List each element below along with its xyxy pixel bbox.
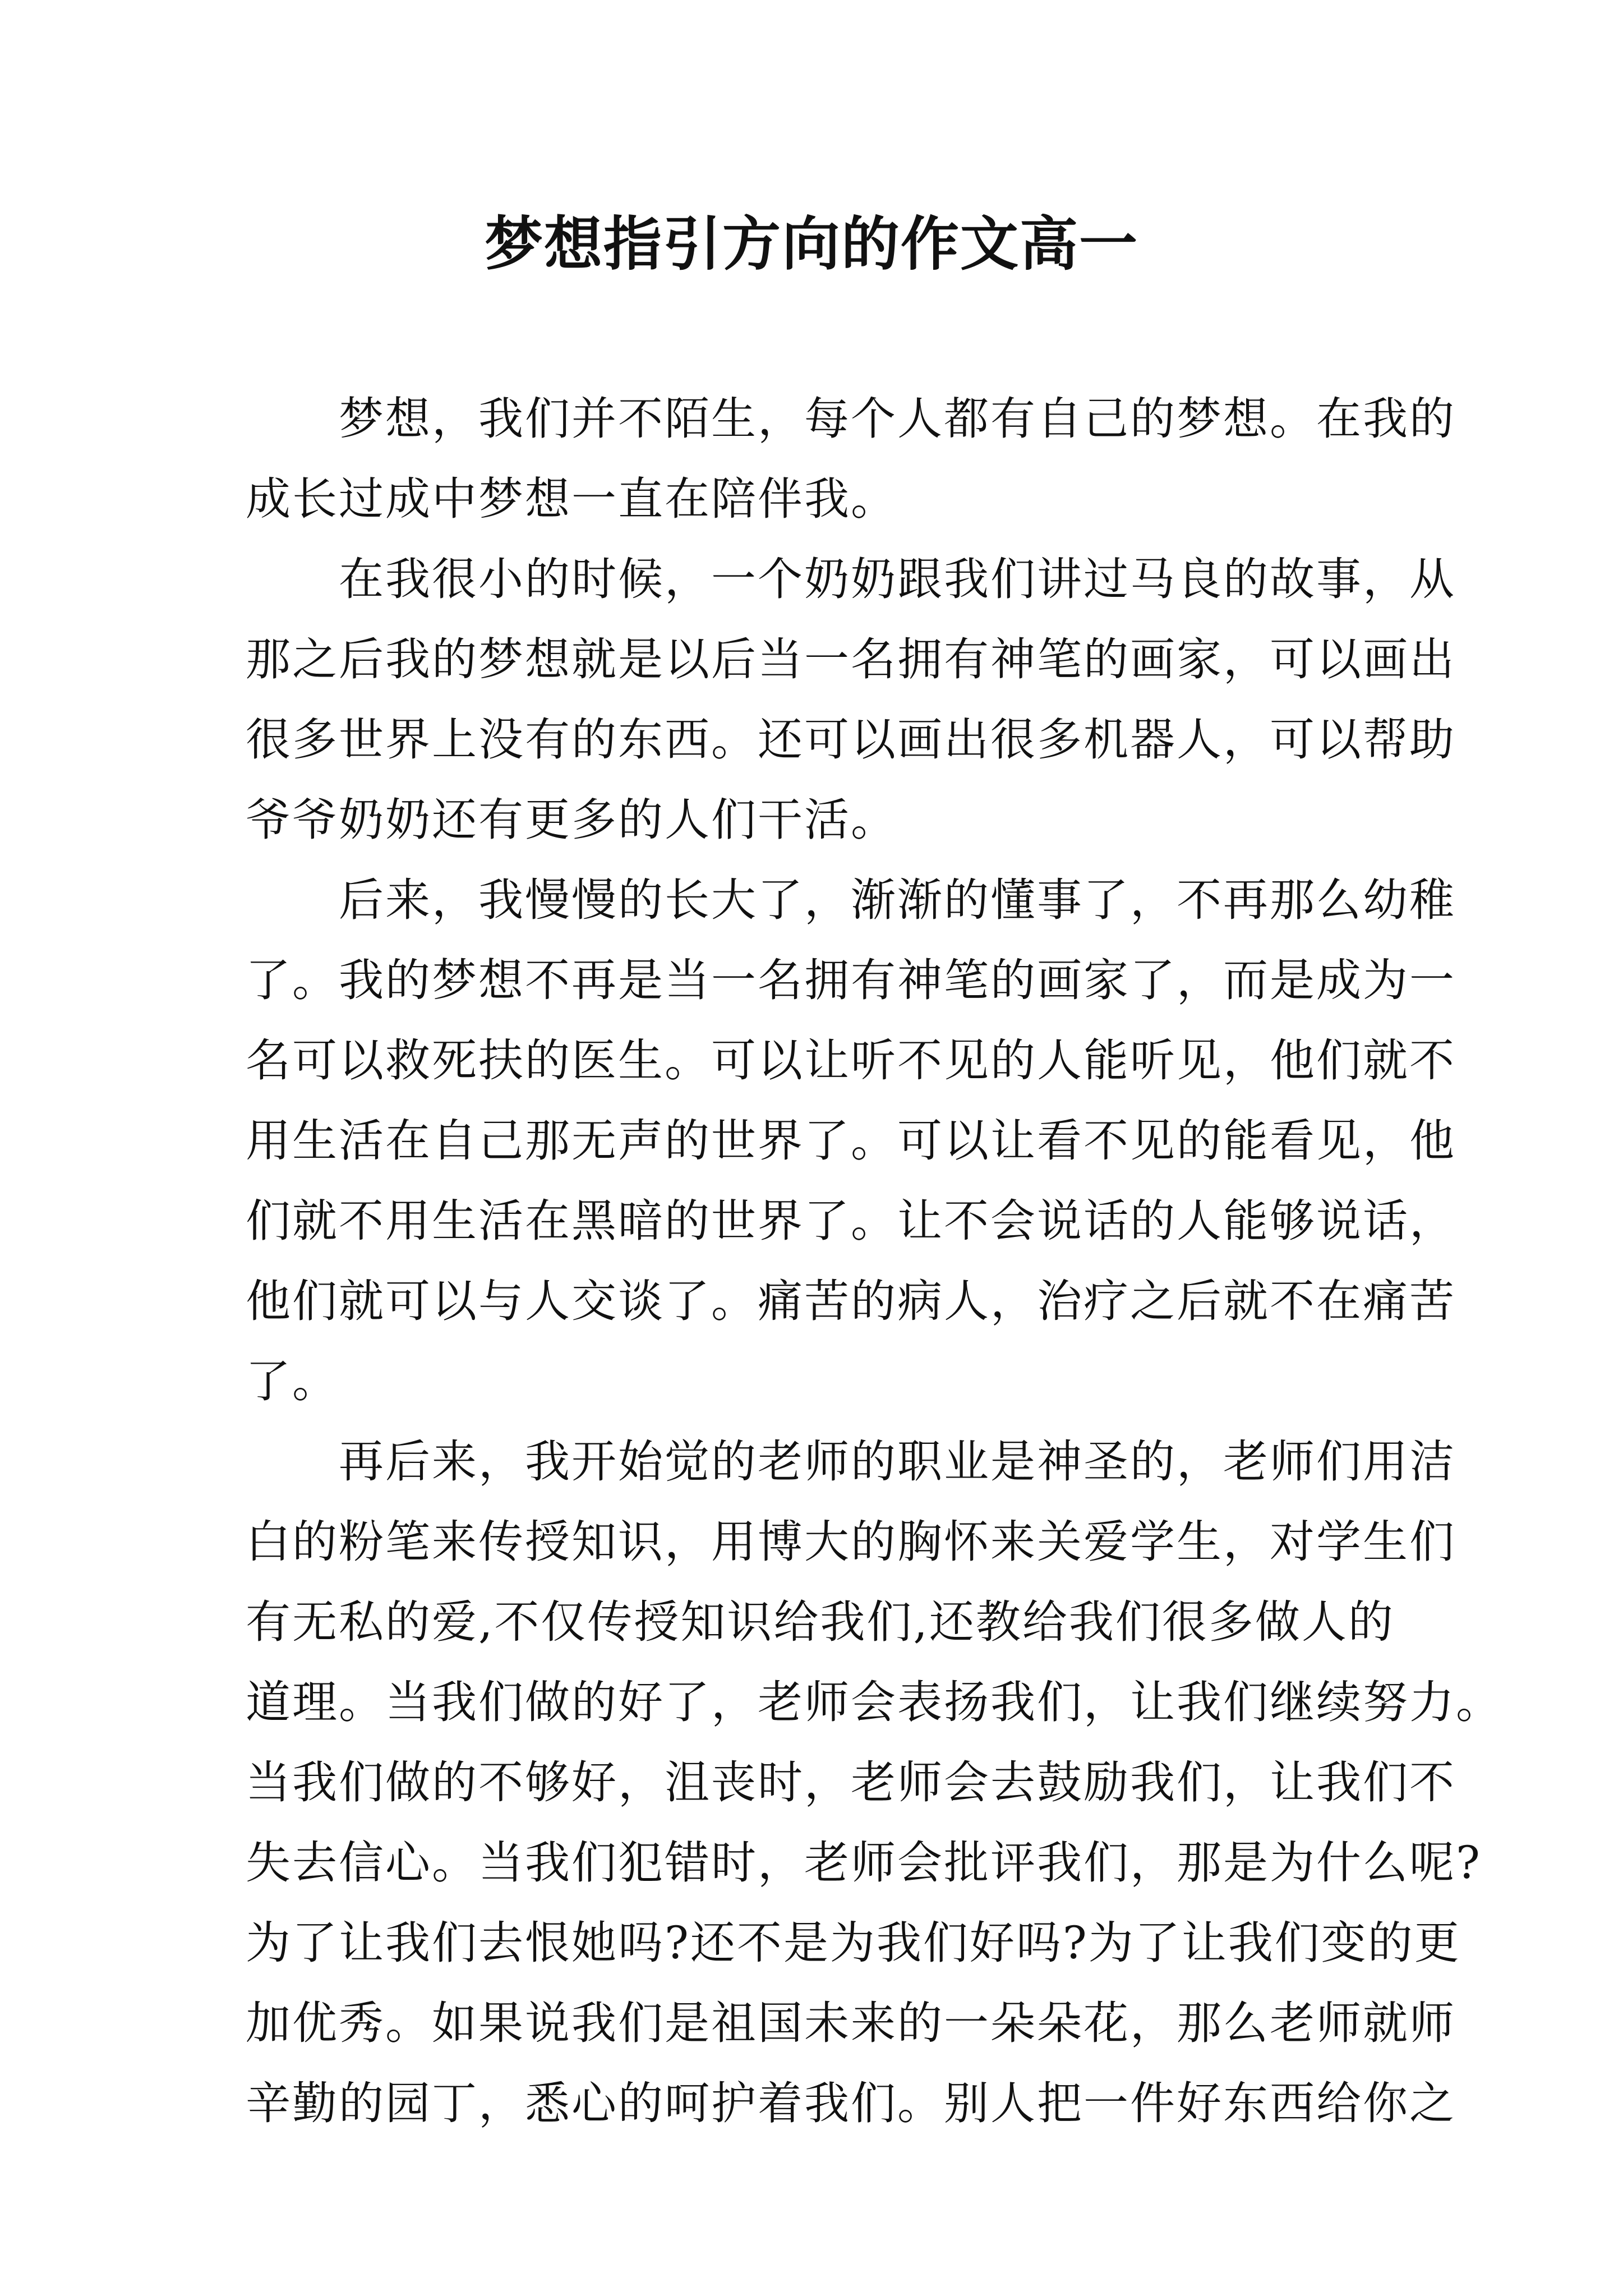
body-line: 后来，我慢慢的长大了，渐渐的懂事了，不再那么幼稚: [339, 874, 1456, 926]
body-line: 当我们做的不够好，沮丧时，老师会去鼓励我们，让我们不: [246, 1756, 1456, 1809]
body-line: 辛勤的园丁，悉心的呵护着我们。别人把一件好东西给你之: [246, 2077, 1456, 2129]
body-line: 名可以救死扶的医生。可以让听不见的人能听见，他们就不: [246, 1034, 1456, 1087]
body-line: 为了让我们去恨她吗?还不是为我们好吗?为了让我们变的更: [246, 1917, 1461, 1969]
body-line: 那之后我的梦想就是以后当一名拥有神笔的画家，可以画出: [246, 633, 1456, 685]
body-line: 成长过成中梦想一直在陪伴我。: [246, 473, 897, 525]
document-title: 梦想指引方向的作文高一: [484, 209, 1138, 278]
body-line: 白的粉笔来传授知识，用博大的胸怀来关爱学生，对学生们: [246, 1516, 1456, 1568]
body-line: 道理。当我们做的好了，老师会表扬我们，让我们继续努力。: [246, 1676, 1502, 1728]
body-line: 梦想，我们并不陌生，每个人都有自己的梦想。在我的: [339, 393, 1456, 445]
body-line: 再后来，我开始觉的老师的职业是神圣的，老师们用洁: [339, 1435, 1456, 1488]
document-body: [246, 379, 1502, 2143]
body-line: 很多世界上没有的东西。还可以画出很多机器人，可以帮助: [246, 714, 1456, 766]
body-line: 爷爷奶奶还有更多的人们干活。: [246, 794, 897, 846]
body-line: 失去信心。当我们犯错时，老师会批评我们，那是为什么呢?: [246, 1837, 1482, 1889]
body-line: 们就不用生活在黑暗的世界了。让不会说话的人能够说话，: [246, 1195, 1456, 1247]
body-line: 他们就可以与人交谈了。痛苦的病人，治疗之后就不在痛苦: [246, 1275, 1456, 1327]
body-line: 在我很小的时候，一个奶奶跟我们讲过马良的故事，从: [339, 553, 1456, 605]
body-line: 用生活在自己那无声的世界了。可以让看不见的能看见，他: [246, 1115, 1456, 1167]
body-line: 有无私的爱,不仅传授知识给我们,还教给我们很多做人的: [246, 1596, 1395, 1648]
body-line: 加优秀。如果说我们是祖国未来的一朵朵花，那么老师就师: [246, 1997, 1456, 2049]
body-line: 了。: [246, 1355, 339, 1407]
body-line: 了。我的梦想不再是当一名拥有神笔的画家了，而是成为一: [246, 954, 1456, 1006]
